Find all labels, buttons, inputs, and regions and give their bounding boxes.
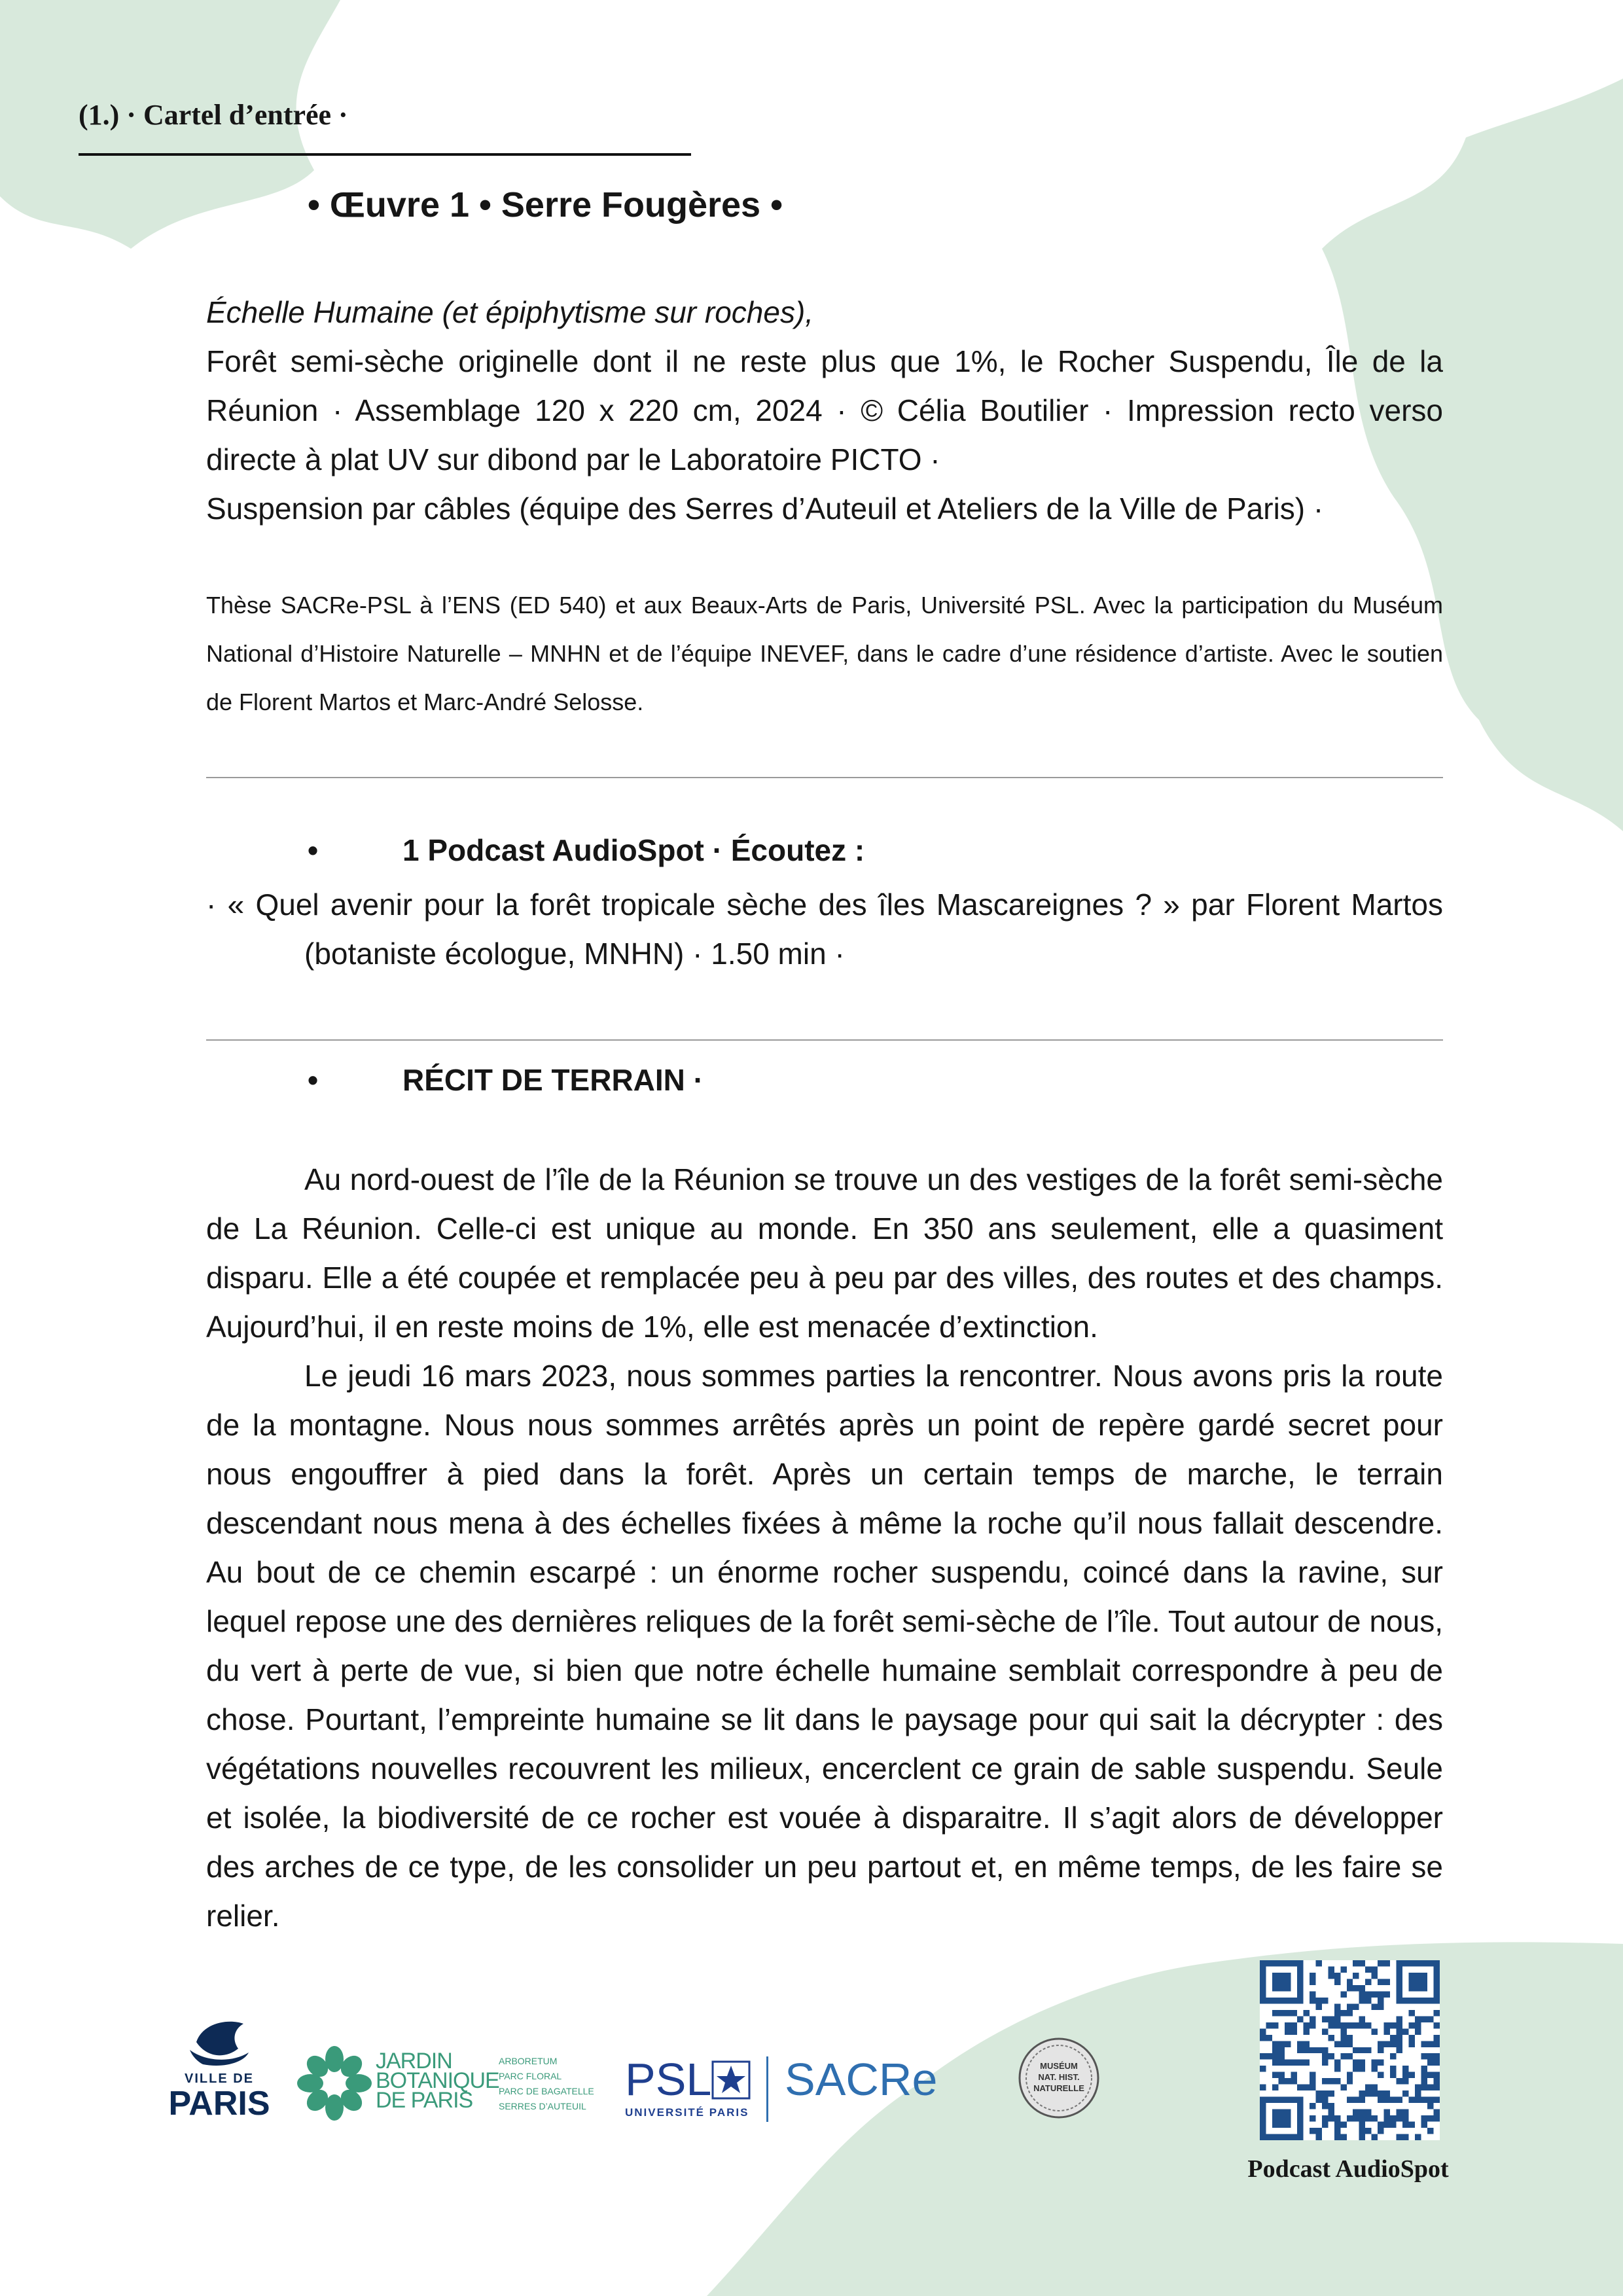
psl-name: PSL bbox=[625, 2054, 712, 2105]
jardin-logo-sub bbox=[499, 2054, 594, 2114]
qr-caption: Podcast AudioSpot bbox=[1247, 2155, 1449, 2183]
header-rule bbox=[79, 153, 691, 156]
paris-ship-icon bbox=[183, 2016, 255, 2068]
qr-code[interactable] bbox=[1260, 1960, 1440, 2140]
page-title: • Œuvre 1 • Serre Fougères • bbox=[308, 185, 783, 224]
podcast-line: (botaniste écologue, MNHN) · 1.50 min · bbox=[304, 937, 845, 971]
jardin-line: DE PARIS bbox=[376, 2088, 473, 2113]
credits-text: Thèse SACRe-PSL à l’ENS (ED 540) et aux Beaux-Arts de Paris, Université PSL. Avec la participation du Muséum National d’Histoire Naturelle – MNHN et de l’équipe INEVEF, dans le cadre d’une résidence d’artiste. Avec le soutien de Florent Martos et Marc-André Selosse. bbox=[206, 592, 1443, 715]
jardin-line: BOTANIQUE bbox=[376, 2068, 499, 2093]
ville-de-paris-logo bbox=[157, 2016, 281, 2121]
sacre-name: SACRe bbox=[785, 2054, 938, 2105]
museum-line: NAT. HIST. bbox=[1038, 2072, 1080, 2082]
flower-icon bbox=[296, 2045, 373, 2122]
recit-heading: RÉCIT DE TERRAIN · bbox=[402, 1063, 704, 1097]
jardin-line: JARDIN bbox=[376, 2049, 452, 2073]
psl-sub: UNIVERSITÉ PARIS bbox=[625, 2106, 749, 2119]
divider bbox=[206, 1039, 1443, 1041]
recit-bullet: • bbox=[308, 1063, 319, 1097]
jardin-sub-line: ARBORETUM bbox=[499, 2056, 558, 2066]
artwork-line: directe à plat UV sur dibond par le Laboratoire PICTO · bbox=[206, 442, 940, 476]
psl-sacre-logo bbox=[625, 2056, 952, 2128]
podcast-line: · « Quel avenir pour la forêt tropicale sèche des îles Mascareignes ? » par Florent Martos bbox=[206, 888, 1443, 922]
podcast-bullet: • bbox=[308, 833, 319, 867]
museum-text bbox=[1018, 2060, 1100, 2094]
jardin-sub-line: SERRES D’AUTEUIL bbox=[499, 2101, 586, 2111]
paris-logo-bottom: PARIS bbox=[168, 2085, 270, 2123]
museum-logo bbox=[1018, 2037, 1100, 2119]
museum-line: NATURELLE bbox=[1033, 2083, 1084, 2093]
podcast-heading: 1 Podcast AudioSpot · Écoutez : bbox=[402, 833, 865, 867]
artwork-line: Suspension par câbles (équipe des Serres d’Auteuil et Ateliers de la Ville de Paris) · bbox=[206, 492, 1324, 526]
paris-logo-top: VILLE DE bbox=[184, 2072, 254, 2086]
jardin-sub-line: PARC DE BAGATELLE bbox=[499, 2086, 594, 2096]
artwork-line: Forêt semi-sèche originelle dont il ne reste plus que 1%, le Rocher Suspendu, Île de la bbox=[206, 344, 1443, 378]
recit-paragraph: Le jeudi 16 mars 2023, nous sommes parties la rencontrer. Nous avons pris la route de la montagne. Nous nous sommes arrêtés après un point de repère gardé secret pour nous engouffrer à pied dans la forêt. Après un certain temps de marche, le terrain descendant nous mena à des échelles fixées à même la roche qu’il nous fallait descendre. Au bout de ce chemin escarpé : un énorme rocher suspendu, coincé dans la ravine, sur lequel repose une des dernières reliques de la forêt semi-sèche de l’île. Tout autour de nous, du vert à perte de vue, si bien que notre échelle humaine semblait correspondre à peu de chose. Pourtant, l’empreinte humaine se lit dans le paysage pour qui sait la décrypter : des végétations nouvelles recouvrent les milieux, encerclent ce grain de sable suspendu. Seule et isolée, la biodiversité de ce rocher est vouée à disparaitre. Il s’agit alors de développer des arches de ce type, de les consolider un peu partout et, en même temps, de les faire se relier. bbox=[206, 1359, 1443, 1933]
museum-line: MUSÉUM bbox=[1040, 2061, 1078, 2071]
artwork-line: Réunion · Assemblage 120 x 220 cm, 2024 · © Célia Boutilier · Impression recto verso bbox=[206, 393, 1443, 427]
leaf-texture-top-left bbox=[0, 0, 366, 275]
jardin-sub-line: PARC FLORAL bbox=[499, 2071, 562, 2081]
divider bbox=[206, 777, 1443, 778]
star-icon bbox=[711, 2060, 751, 2100]
artwork-description bbox=[206, 288, 1443, 533]
artwork-title: Échelle Humaine (et épiphytisme sur roches), bbox=[206, 295, 814, 329]
logo-separator bbox=[766, 2056, 768, 2122]
jardin-botanique-logo bbox=[296, 2041, 597, 2132]
jardin-logo-title bbox=[376, 2049, 499, 2113]
recit-text bbox=[206, 1155, 1443, 1941]
header-label: (1.) · Cartel d’entrée · bbox=[79, 99, 348, 131]
recit-paragraph: Au nord-ouest de l’île de la Réunion se trouve un des vestiges de la forêt semi-sèche de La Réunion. Celle-ci est unique au monde. En 350 ans seulement, elle a quasiment disparu. Elle a été coupée et remplacée peu à peu par des villes, des routes et des champs. Aujourd’hui, il en reste moins de 1%, elle est menacée d’extinction. bbox=[206, 1162, 1443, 1344]
